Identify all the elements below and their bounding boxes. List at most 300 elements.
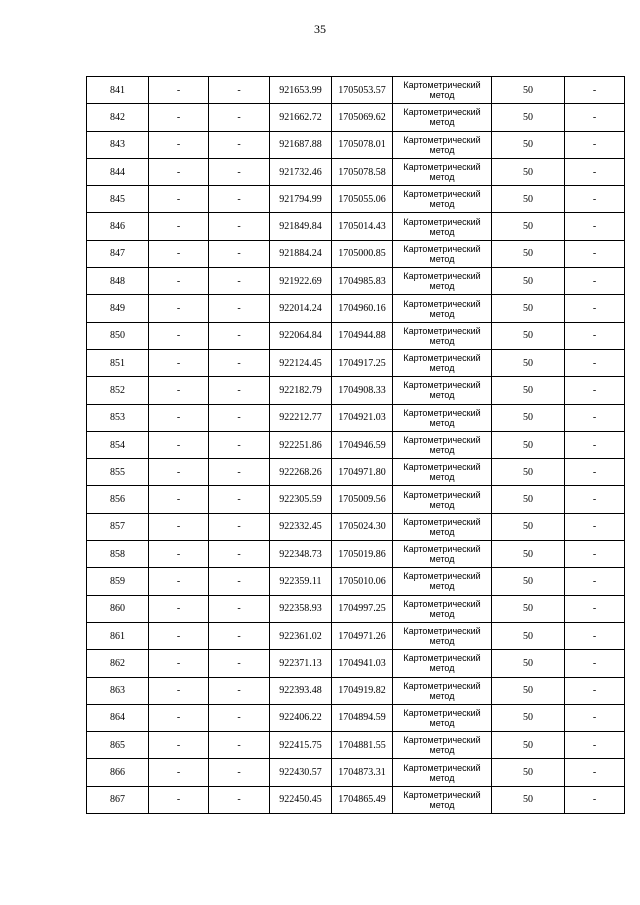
cell-dash: - bbox=[565, 759, 625, 786]
cell-coord-x: 922393.48 bbox=[270, 677, 332, 704]
cell-dash: - bbox=[149, 759, 209, 786]
cell-coord-x: 922371.13 bbox=[270, 650, 332, 677]
cell-dash: - bbox=[565, 568, 625, 595]
cell-dash: - bbox=[149, 77, 209, 104]
cell-point-number: 861 bbox=[87, 622, 149, 649]
cell-accuracy: 50 bbox=[492, 677, 565, 704]
cell-dash: - bbox=[149, 104, 209, 131]
cell-dash: - bbox=[565, 486, 625, 513]
cell-point-number: 850 bbox=[87, 322, 149, 349]
cell-dash: - bbox=[149, 240, 209, 267]
table-row bbox=[87, 704, 625, 731]
cell-point-number: 862 bbox=[87, 650, 149, 677]
cell-point-number: 855 bbox=[87, 459, 149, 486]
cell-point-number: 848 bbox=[87, 268, 149, 295]
cell-coord-y: 1705000.85 bbox=[332, 240, 393, 267]
method-text-line: Картометрический bbox=[403, 516, 481, 527]
cell-method bbox=[393, 650, 492, 677]
cell-coord-y: 1704960.16 bbox=[332, 295, 393, 322]
cell-point-number: 866 bbox=[87, 759, 149, 786]
cell-dash: - bbox=[565, 322, 625, 349]
cell-accuracy: 50 bbox=[492, 622, 565, 649]
cell-dash: - bbox=[149, 186, 209, 213]
cell-dash: - bbox=[209, 377, 270, 404]
method-text-line: Картометрический bbox=[403, 735, 481, 746]
cell-dash: - bbox=[209, 541, 270, 568]
cell-accuracy: 50 bbox=[492, 704, 565, 731]
cell-dash: - bbox=[209, 240, 270, 267]
cell-dash: - bbox=[565, 595, 625, 622]
method-text-line: Картометрический bbox=[403, 189, 481, 200]
table-row bbox=[87, 759, 625, 786]
cell-dash: - bbox=[209, 786, 270, 813]
method-text-line: метод bbox=[429, 745, 455, 756]
table-row bbox=[87, 459, 625, 486]
method-text-line: Картометрический bbox=[403, 380, 481, 391]
cell-dash: - bbox=[209, 186, 270, 213]
table-row bbox=[87, 677, 625, 704]
cell-method bbox=[393, 377, 492, 404]
cell-accuracy: 50 bbox=[492, 759, 565, 786]
cell-dash: - bbox=[565, 158, 625, 185]
cell-dash: - bbox=[149, 349, 209, 376]
cell-coord-y: 1704873.31 bbox=[332, 759, 393, 786]
cell-coord-y: 1704971.26 bbox=[332, 622, 393, 649]
cell-coord-x: 922124.45 bbox=[270, 349, 332, 376]
cell-coord-x: 921794.99 bbox=[270, 186, 332, 213]
cell-dash: - bbox=[149, 513, 209, 540]
method-text-line: метод bbox=[429, 390, 455, 401]
cell-coord-x: 921662.72 bbox=[270, 104, 332, 131]
cell-dash: - bbox=[209, 732, 270, 759]
cell-dash: - bbox=[565, 131, 625, 158]
cell-coord-y: 1705010.06 bbox=[332, 568, 393, 595]
method-text-line: Картометрический bbox=[403, 407, 481, 418]
cell-dash: - bbox=[209, 759, 270, 786]
cell-point-number: 858 bbox=[87, 541, 149, 568]
table-row bbox=[87, 104, 625, 131]
cell-coord-x: 922212.77 bbox=[270, 404, 332, 431]
table-row bbox=[87, 349, 625, 376]
cell-coord-x: 922348.73 bbox=[270, 541, 332, 568]
cell-coord-x: 921922.69 bbox=[270, 268, 332, 295]
cell-accuracy: 50 bbox=[492, 104, 565, 131]
method-text-line: Картометрический bbox=[403, 653, 481, 664]
cell-coord-x: 922251.86 bbox=[270, 431, 332, 458]
cell-dash: - bbox=[149, 268, 209, 295]
cell-dash: - bbox=[149, 377, 209, 404]
method-text-line: метод bbox=[429, 636, 455, 647]
method-text-line: Картометрический bbox=[403, 489, 481, 500]
cell-coord-x: 922430.57 bbox=[270, 759, 332, 786]
cell-dash: - bbox=[149, 404, 209, 431]
cell-dash: - bbox=[149, 295, 209, 322]
cell-coord-y: 1704997.25 bbox=[332, 595, 393, 622]
cell-accuracy: 50 bbox=[492, 568, 565, 595]
cell-method bbox=[393, 486, 492, 513]
cell-coord-x: 922359.11 bbox=[270, 568, 332, 595]
cell-accuracy: 50 bbox=[492, 268, 565, 295]
cell-accuracy: 50 bbox=[492, 513, 565, 540]
method-text-line: метод bbox=[429, 581, 455, 592]
cell-dash: - bbox=[149, 322, 209, 349]
cell-dash: - bbox=[565, 104, 625, 131]
method-text-line: метод bbox=[429, 445, 455, 455]
table-row bbox=[87, 486, 625, 513]
cell-method bbox=[393, 322, 492, 349]
cell-dash: - bbox=[149, 459, 209, 486]
table-row bbox=[87, 268, 625, 295]
method-text-line: Картометрический bbox=[403, 435, 481, 445]
table-row bbox=[87, 431, 625, 458]
cell-coord-y: 1704941.03 bbox=[332, 650, 393, 677]
cell-dash: - bbox=[565, 677, 625, 704]
method-text-line: метод bbox=[429, 363, 455, 374]
table-row bbox=[87, 322, 625, 349]
cell-coord-x: 922305.59 bbox=[270, 486, 332, 513]
cell-method bbox=[393, 349, 492, 376]
cell-point-number: 845 bbox=[87, 186, 149, 213]
table-row bbox=[87, 541, 625, 568]
table-row bbox=[87, 622, 625, 649]
cell-point-number: 844 bbox=[87, 158, 149, 185]
cell-dash: - bbox=[149, 213, 209, 240]
cell-point-number: 867 bbox=[87, 786, 149, 813]
cell-coord-x: 922182.79 bbox=[270, 377, 332, 404]
cell-coord-y: 1704894.59 bbox=[332, 704, 393, 731]
cell-dash: - bbox=[565, 268, 625, 295]
cell-method bbox=[393, 186, 492, 213]
cell-point-number: 863 bbox=[87, 677, 149, 704]
cell-dash: - bbox=[209, 295, 270, 322]
method-text-line: метод bbox=[429, 172, 455, 183]
cell-dash: - bbox=[565, 704, 625, 731]
cell-dash: - bbox=[149, 595, 209, 622]
method-text-line: метод bbox=[429, 472, 455, 483]
cell-method bbox=[393, 732, 492, 759]
method-text-line: Картометрический bbox=[403, 762, 481, 773]
method-text-line: метод bbox=[429, 90, 455, 101]
cell-dash: - bbox=[209, 213, 270, 240]
cell-accuracy: 50 bbox=[492, 349, 565, 376]
cell-coord-y: 1705055.06 bbox=[332, 186, 393, 213]
cell-dash: - bbox=[149, 786, 209, 813]
cell-method bbox=[393, 459, 492, 486]
table-row bbox=[87, 131, 625, 158]
cell-coord-y: 1705019.86 bbox=[332, 541, 393, 568]
cell-dash: - bbox=[149, 568, 209, 595]
method-text-line: метод bbox=[429, 117, 455, 128]
cell-dash: - bbox=[565, 240, 625, 267]
cell-coord-y: 1704946.59 bbox=[332, 431, 393, 458]
cell-coord-y: 1705069.62 bbox=[332, 104, 393, 131]
cell-dash: - bbox=[565, 513, 625, 540]
cell-coord-x: 922361.02 bbox=[270, 622, 332, 649]
cell-coord-x: 921687.88 bbox=[270, 131, 332, 158]
cell-dash: - bbox=[565, 295, 625, 322]
cell-dash: - bbox=[565, 186, 625, 213]
cell-point-number: 859 bbox=[87, 568, 149, 595]
cell-method bbox=[393, 786, 492, 813]
method-text-line: метод bbox=[429, 144, 455, 155]
cell-dash: - bbox=[209, 677, 270, 704]
cell-dash: - bbox=[565, 622, 625, 649]
cell-coord-y: 1705014.43 bbox=[332, 213, 393, 240]
cell-coord-x: 921849.84 bbox=[270, 213, 332, 240]
cell-dash: - bbox=[565, 349, 625, 376]
table-row bbox=[87, 213, 625, 240]
cell-dash: - bbox=[565, 404, 625, 431]
cell-dash: - bbox=[149, 431, 209, 458]
cell-accuracy: 50 bbox=[492, 377, 565, 404]
table-row bbox=[87, 650, 625, 677]
cell-dash: - bbox=[565, 541, 625, 568]
cell-dash: - bbox=[209, 158, 270, 185]
cell-point-number: 841 bbox=[87, 77, 149, 104]
cell-dash: - bbox=[565, 459, 625, 486]
cell-dash: - bbox=[149, 677, 209, 704]
table-row bbox=[87, 77, 625, 104]
method-text-line: Картометрический bbox=[403, 789, 481, 800]
cell-dash: - bbox=[209, 404, 270, 431]
cell-accuracy: 50 bbox=[492, 786, 565, 813]
method-text-line: метод bbox=[429, 199, 455, 210]
cell-accuracy: 50 bbox=[492, 650, 565, 677]
cell-coord-y: 1704971.80 bbox=[332, 459, 393, 486]
cell-accuracy: 50 bbox=[492, 431, 565, 458]
cell-accuracy: 50 bbox=[492, 131, 565, 158]
cell-coord-x: 922358.93 bbox=[270, 595, 332, 622]
cell-dash: - bbox=[149, 486, 209, 513]
cell-coord-y: 1704865.49 bbox=[332, 786, 393, 813]
cell-accuracy: 50 bbox=[492, 77, 565, 104]
method-text-line: метод bbox=[429, 772, 455, 783]
cell-dash: - bbox=[565, 77, 625, 104]
cell-coord-y: 1705053.57 bbox=[332, 77, 393, 104]
cell-coord-x: 922415.75 bbox=[270, 732, 332, 759]
table-body bbox=[87, 77, 625, 814]
cell-dash: - bbox=[565, 786, 625, 813]
cell-dash: - bbox=[209, 268, 270, 295]
cell-dash: - bbox=[565, 431, 625, 458]
cell-accuracy: 50 bbox=[492, 186, 565, 213]
cell-dash: - bbox=[209, 622, 270, 649]
method-text-line: Картометрический bbox=[403, 107, 481, 118]
cell-method bbox=[393, 158, 492, 185]
cell-coord-y: 1704919.82 bbox=[332, 677, 393, 704]
cell-point-number: 854 bbox=[87, 431, 149, 458]
cell-coord-x: 921884.24 bbox=[270, 240, 332, 267]
cell-dash: - bbox=[149, 131, 209, 158]
method-text-line: метод bbox=[429, 663, 455, 674]
method-text-line: метод bbox=[429, 335, 455, 346]
cell-coord-x: 922450.45 bbox=[270, 786, 332, 813]
cell-dash: - bbox=[149, 158, 209, 185]
cell-coord-y: 1704881.55 bbox=[332, 732, 393, 759]
cell-point-number: 857 bbox=[87, 513, 149, 540]
cell-coord-y: 1705078.01 bbox=[332, 131, 393, 158]
table-row bbox=[87, 404, 625, 431]
cell-accuracy: 50 bbox=[492, 240, 565, 267]
cell-dash: - bbox=[209, 650, 270, 677]
cell-coord-y: 1704944.88 bbox=[332, 322, 393, 349]
table-row bbox=[87, 568, 625, 595]
cell-accuracy: 50 bbox=[492, 595, 565, 622]
method-text-line: метод bbox=[429, 417, 455, 428]
cell-accuracy: 50 bbox=[492, 404, 565, 431]
method-text-line: Картометрический bbox=[403, 298, 481, 309]
cell-coord-y: 1704908.33 bbox=[332, 377, 393, 404]
coordinates-table bbox=[86, 76, 625, 814]
method-text-line: Картометрический bbox=[403, 325, 481, 336]
cell-point-number: 849 bbox=[87, 295, 149, 322]
method-text-line: метод bbox=[429, 281, 455, 292]
cell-dash: - bbox=[209, 704, 270, 731]
cell-dash: - bbox=[149, 650, 209, 677]
cell-method bbox=[393, 77, 492, 104]
cell-point-number: 843 bbox=[87, 131, 149, 158]
method-text-line: Картометрический bbox=[403, 707, 481, 718]
table-row bbox=[87, 295, 625, 322]
cell-dash: - bbox=[209, 459, 270, 486]
table-row bbox=[87, 732, 625, 759]
cell-dash: - bbox=[565, 650, 625, 677]
cell-dash: - bbox=[209, 595, 270, 622]
page-number: 35 bbox=[314, 22, 326, 36]
cell-dash: - bbox=[565, 732, 625, 759]
cell-coord-y: 1705009.56 bbox=[332, 486, 393, 513]
method-text-line: Картометрический bbox=[403, 216, 481, 227]
cell-dash: - bbox=[209, 513, 270, 540]
cell-dash: - bbox=[209, 349, 270, 376]
cell-dash: - bbox=[565, 377, 625, 404]
cell-method bbox=[393, 568, 492, 595]
method-text-line: Картометрический bbox=[403, 598, 481, 609]
cell-accuracy: 50 bbox=[492, 486, 565, 513]
cell-method bbox=[393, 622, 492, 649]
cell-accuracy: 50 bbox=[492, 732, 565, 759]
method-text-line: метод bbox=[429, 499, 455, 510]
method-text-line: Картометрический bbox=[403, 462, 481, 473]
method-text-line: метод bbox=[429, 554, 455, 565]
cell-method bbox=[393, 213, 492, 240]
cell-coord-y: 1704921.03 bbox=[332, 404, 393, 431]
cell-method bbox=[393, 541, 492, 568]
cell-method bbox=[393, 677, 492, 704]
cell-accuracy: 50 bbox=[492, 213, 565, 240]
cell-method bbox=[393, 295, 492, 322]
cell-point-number: 851 bbox=[87, 349, 149, 376]
cell-method bbox=[393, 268, 492, 295]
cell-coord-x: 922332.45 bbox=[270, 513, 332, 540]
table-row bbox=[87, 377, 625, 404]
cell-method bbox=[393, 131, 492, 158]
cell-method bbox=[393, 104, 492, 131]
cell-accuracy: 50 bbox=[492, 158, 565, 185]
cell-accuracy: 50 bbox=[492, 295, 565, 322]
cell-dash: - bbox=[209, 77, 270, 104]
method-text-line: метод bbox=[429, 308, 455, 319]
method-text-line: Картометрический bbox=[403, 271, 481, 282]
cell-method bbox=[393, 404, 492, 431]
cell-dash: - bbox=[209, 131, 270, 158]
cell-dash: - bbox=[565, 213, 625, 240]
method-text-line: Картометрический bbox=[403, 626, 481, 637]
cell-coord-x: 921653.99 bbox=[270, 77, 332, 104]
method-text-line: метод bbox=[429, 608, 455, 619]
cell-dash: - bbox=[209, 486, 270, 513]
method-text-line: Картометрический bbox=[403, 134, 481, 145]
cell-method bbox=[393, 704, 492, 731]
cell-coord-x: 922406.22 bbox=[270, 704, 332, 731]
cell-point-number: 852 bbox=[87, 377, 149, 404]
cell-point-number: 860 bbox=[87, 595, 149, 622]
cell-method bbox=[393, 595, 492, 622]
cell-accuracy: 50 bbox=[492, 541, 565, 568]
cell-dash: - bbox=[149, 622, 209, 649]
cell-coord-x: 921732.46 bbox=[270, 158, 332, 185]
cell-coord-y: 1704917.25 bbox=[332, 349, 393, 376]
cell-dash: - bbox=[149, 704, 209, 731]
cell-coord-y: 1705078.58 bbox=[332, 158, 393, 185]
method-text-line: метод bbox=[429, 717, 455, 728]
cell-method bbox=[393, 431, 492, 458]
cell-point-number: 864 bbox=[87, 704, 149, 731]
cell-dash: - bbox=[149, 541, 209, 568]
table-row bbox=[87, 513, 625, 540]
method-text-line: Картометрический bbox=[403, 544, 481, 555]
table-row bbox=[87, 240, 625, 267]
method-text-line: метод bbox=[429, 253, 455, 264]
table-row bbox=[87, 186, 625, 213]
method-text-line: Картометрический bbox=[403, 571, 481, 582]
cell-point-number: 846 bbox=[87, 213, 149, 240]
method-text-line: Картометрический bbox=[403, 680, 481, 691]
cell-point-number: 853 bbox=[87, 404, 149, 431]
method-text-line: метод bbox=[429, 799, 455, 810]
table-row bbox=[87, 595, 625, 622]
table-row bbox=[87, 786, 625, 813]
cell-coord-y: 1705024.30 bbox=[332, 513, 393, 540]
cell-coord-x: 922014.24 bbox=[270, 295, 332, 322]
cell-point-number: 842 bbox=[87, 104, 149, 131]
cell-accuracy: 50 bbox=[492, 459, 565, 486]
method-text-line: метод bbox=[429, 526, 455, 537]
cell-dash: - bbox=[209, 568, 270, 595]
method-text-line: метод bbox=[429, 690, 455, 701]
cell-method bbox=[393, 240, 492, 267]
cell-coord-x: 922268.26 bbox=[270, 459, 332, 486]
cell-accuracy: 50 bbox=[492, 322, 565, 349]
cell-dash: - bbox=[209, 322, 270, 349]
method-text-line: Картометрический bbox=[403, 162, 481, 173]
method-text-line: метод bbox=[429, 226, 455, 237]
method-text-line: Картометрический bbox=[403, 80, 481, 91]
cell-point-number: 847 bbox=[87, 240, 149, 267]
cell-dash: - bbox=[209, 104, 270, 131]
method-text-line: Картометрический bbox=[403, 353, 481, 364]
cell-method bbox=[393, 513, 492, 540]
cell-coord-x: 922064.84 bbox=[270, 322, 332, 349]
cell-dash: - bbox=[149, 732, 209, 759]
table-row bbox=[87, 158, 625, 185]
cell-dash: - bbox=[209, 431, 270, 458]
cell-coord-y: 1704985.83 bbox=[332, 268, 393, 295]
cell-point-number: 865 bbox=[87, 732, 149, 759]
cell-method bbox=[393, 759, 492, 786]
cell-point-number: 856 bbox=[87, 486, 149, 513]
method-text-line: Картометрический bbox=[403, 243, 481, 254]
